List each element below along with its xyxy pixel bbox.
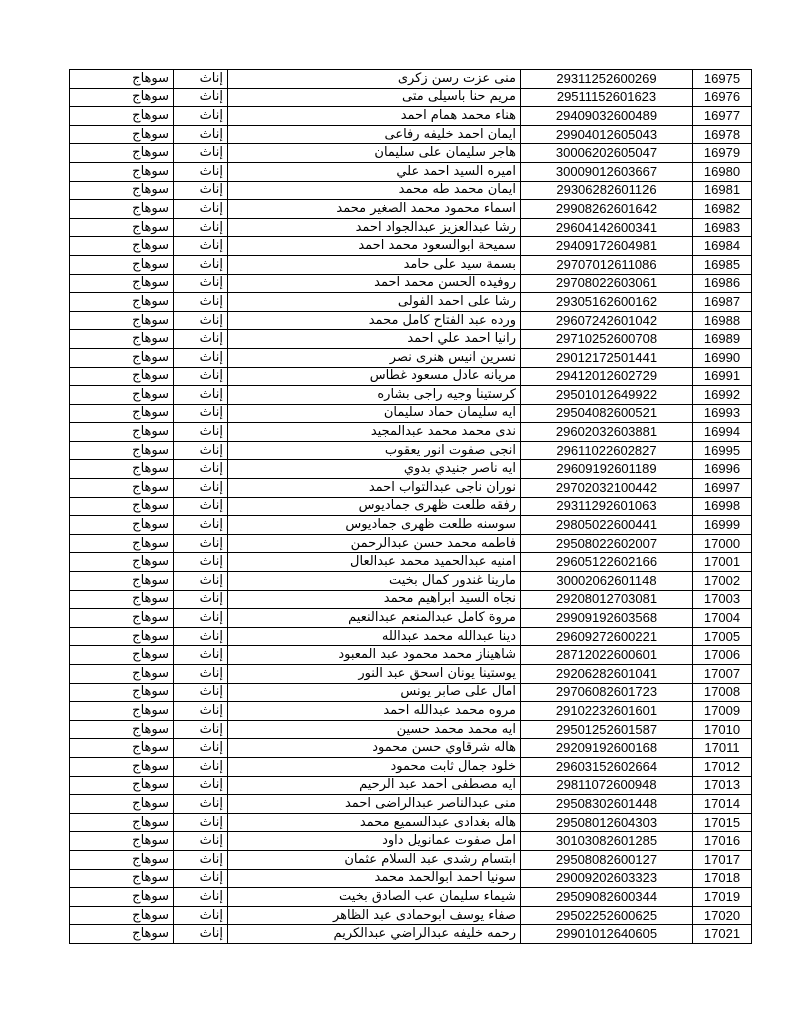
name-cell: مريانه عادل مسعود غطاس bbox=[228, 367, 521, 386]
table-row bbox=[70, 162, 752, 181]
serial-number-cell: 16992 bbox=[693, 386, 752, 405]
serial-number-cell: 16990 bbox=[693, 348, 752, 367]
national-id-cell: 29412012602729 bbox=[521, 367, 693, 386]
gender-cell: إناث bbox=[174, 274, 228, 293]
governorate-cell: سوهاج bbox=[70, 423, 174, 442]
serial-number-cell: 17015 bbox=[693, 813, 752, 832]
gender-cell: إناث bbox=[174, 683, 228, 702]
name-cell: نسرين انيس هنرى نصر bbox=[228, 348, 521, 367]
national-id-cell: 29311252600269 bbox=[521, 70, 693, 89]
governorate-cell: سوهاج bbox=[70, 144, 174, 163]
national-id-cell: 29501012649922 bbox=[521, 386, 693, 405]
name-cell: صفاء يوسف ابوحمادى عبد الظاهر bbox=[228, 906, 521, 925]
governorate-cell: سوهاج bbox=[70, 665, 174, 684]
governorate-cell: سوهاج bbox=[70, 404, 174, 423]
gender-cell: إناث bbox=[174, 497, 228, 516]
national-id-cell: 30103082601285 bbox=[521, 832, 693, 851]
national-id-cell: 29508022602007 bbox=[521, 534, 693, 553]
table-row bbox=[70, 720, 752, 739]
national-id-cell: 29311292601063 bbox=[521, 497, 693, 516]
name-cell: رشا عبدالعزيز عبدالجواد احمد bbox=[228, 218, 521, 237]
national-id-cell: 29409172604981 bbox=[521, 237, 693, 256]
table-row bbox=[70, 386, 752, 405]
governorate-cell: سوهاج bbox=[70, 293, 174, 312]
serial-number-cell: 16983 bbox=[693, 218, 752, 237]
table-row bbox=[70, 906, 752, 925]
governorate-cell: سوهاج bbox=[70, 572, 174, 591]
name-cell: هاجر سليمان على سليمان bbox=[228, 144, 521, 163]
national-id-cell: 29604142600341 bbox=[521, 218, 693, 237]
gender-cell: إناث bbox=[174, 869, 228, 888]
national-id-cell: 29901012640605 bbox=[521, 925, 693, 944]
national-id-cell: 29609272600221 bbox=[521, 627, 693, 646]
national-id-cell: 29609192601189 bbox=[521, 460, 693, 479]
national-id-cell: 29707012611086 bbox=[521, 255, 693, 274]
name-cell: شيماء سليمان عب الصادق بخيت bbox=[228, 888, 521, 907]
governorate-cell: سوهاج bbox=[70, 776, 174, 795]
table-row bbox=[70, 311, 752, 330]
table-row bbox=[70, 181, 752, 200]
governorate-cell: سوهاج bbox=[70, 925, 174, 944]
serial-number-cell: 16986 bbox=[693, 274, 752, 293]
gender-cell: إناث bbox=[174, 479, 228, 498]
name-cell: روفيده الحسن محمد احمد bbox=[228, 274, 521, 293]
table-row bbox=[70, 665, 752, 684]
governorate-cell: سوهاج bbox=[70, 739, 174, 758]
table-row bbox=[70, 125, 752, 144]
serial-number-cell: 17003 bbox=[693, 590, 752, 609]
serial-number-cell: 17013 bbox=[693, 776, 752, 795]
gender-cell: إناث bbox=[174, 646, 228, 665]
governorate-cell: سوهاج bbox=[70, 627, 174, 646]
governorate-cell: سوهاج bbox=[70, 107, 174, 126]
gender-cell: إناث bbox=[174, 144, 228, 163]
name-cell: رحمه خليفه عبدالراضي عبدالكريم bbox=[228, 925, 521, 944]
gender-cell: إناث bbox=[174, 181, 228, 200]
name-cell: سوسنه طلعت ظهرى جماديوس bbox=[228, 516, 521, 535]
national-id-cell: 29509082600344 bbox=[521, 888, 693, 907]
serial-number-cell: 16982 bbox=[693, 200, 752, 219]
serial-number-cell: 16980 bbox=[693, 162, 752, 181]
table-row bbox=[70, 590, 752, 609]
gender-cell: إناث bbox=[174, 107, 228, 126]
governorate-cell: سوهاج bbox=[70, 869, 174, 888]
national-id-cell: 29508302601448 bbox=[521, 795, 693, 814]
name-cell: مروه محمد عبدالله احمد bbox=[228, 702, 521, 721]
table-row bbox=[70, 441, 752, 460]
national-id-cell: 29909192603568 bbox=[521, 609, 693, 628]
governorate-cell: سوهاج bbox=[70, 88, 174, 107]
governorate-cell: سوهاج bbox=[70, 590, 174, 609]
governorate-cell: سوهاج bbox=[70, 757, 174, 776]
serial-number-cell: 17005 bbox=[693, 627, 752, 646]
table-row bbox=[70, 702, 752, 721]
table-row bbox=[70, 757, 752, 776]
table-row bbox=[70, 274, 752, 293]
table-row bbox=[70, 70, 752, 89]
table-row bbox=[70, 330, 752, 349]
table-row bbox=[70, 348, 752, 367]
table-row bbox=[70, 925, 752, 944]
name-cell: امل صفوت عمانويل داود bbox=[228, 832, 521, 851]
gender-cell: إناث bbox=[174, 609, 228, 628]
governorate-cell: سوهاج bbox=[70, 181, 174, 200]
governorate-cell: سوهاج bbox=[70, 274, 174, 293]
governorate-cell: سوهاج bbox=[70, 906, 174, 925]
gender-cell: إناث bbox=[174, 720, 228, 739]
serial-number-cell: 17010 bbox=[693, 720, 752, 739]
governorate-cell: سوهاج bbox=[70, 479, 174, 498]
serial-number-cell: 17001 bbox=[693, 553, 752, 572]
name-cell: سونيا احمد ابوالحمد محمد bbox=[228, 869, 521, 888]
name-cell: شاهيناز محمد محمود عبد المعبود bbox=[228, 646, 521, 665]
table-row bbox=[70, 367, 752, 386]
gender-cell: إناث bbox=[174, 386, 228, 405]
governorate-cell: سوهاج bbox=[70, 534, 174, 553]
name-cell: ورده عبد الفتاح كامل محمد bbox=[228, 311, 521, 330]
governorate-cell: سوهاج bbox=[70, 125, 174, 144]
gender-cell: إناث bbox=[174, 367, 228, 386]
gender-cell: إناث bbox=[174, 441, 228, 460]
gender-cell: إناث bbox=[174, 404, 228, 423]
name-cell: خلود جمال ثابت محمود bbox=[228, 757, 521, 776]
governorate-cell: سوهاج bbox=[70, 386, 174, 405]
gender-cell: إناث bbox=[174, 832, 228, 851]
name-cell: ايمان احمد خليفه رفاعى bbox=[228, 125, 521, 144]
national-id-cell: 29102232601601 bbox=[521, 702, 693, 721]
gender-cell: إناث bbox=[174, 572, 228, 591]
table-row bbox=[70, 88, 752, 107]
national-id-cell: 29206282601041 bbox=[521, 665, 693, 684]
name-cell: دينا عبدالله محمد عبدالله bbox=[228, 627, 521, 646]
table-row bbox=[70, 739, 752, 758]
serial-number-cell: 16989 bbox=[693, 330, 752, 349]
name-cell: ايه مصطفى احمد عبد الرحيم bbox=[228, 776, 521, 795]
national-id-cell: 29511152601623 bbox=[521, 88, 693, 107]
table-row bbox=[70, 237, 752, 256]
serial-number-cell: 17017 bbox=[693, 850, 752, 869]
serial-number-cell: 17018 bbox=[693, 869, 752, 888]
gender-cell: إناث bbox=[174, 702, 228, 721]
name-cell: ندى محمد محمد عبدالمجيد bbox=[228, 423, 521, 442]
name-cell: اميره السيد احمد علي bbox=[228, 162, 521, 181]
gender-cell: إناث bbox=[174, 516, 228, 535]
serial-number-cell: 17007 bbox=[693, 665, 752, 684]
serial-number-cell: 16995 bbox=[693, 441, 752, 460]
gender-cell: إناث bbox=[174, 553, 228, 572]
gender-cell: إناث bbox=[174, 795, 228, 814]
gender-cell: إناث bbox=[174, 888, 228, 907]
gender-cell: إناث bbox=[174, 88, 228, 107]
table-row bbox=[70, 776, 752, 795]
table-row bbox=[70, 423, 752, 442]
national-id-cell: 29508082600127 bbox=[521, 850, 693, 869]
governorate-cell: سوهاج bbox=[70, 200, 174, 219]
serial-number-cell: 16987 bbox=[693, 293, 752, 312]
gender-cell: إناث bbox=[174, 925, 228, 944]
table-row bbox=[70, 404, 752, 423]
name-cell: رشا على احمد الفولى bbox=[228, 293, 521, 312]
gender-cell: إناث bbox=[174, 255, 228, 274]
table-row bbox=[70, 144, 752, 163]
governorate-cell: سوهاج bbox=[70, 255, 174, 274]
gender-cell: إناث bbox=[174, 200, 228, 219]
national-id-cell: 29012172501441 bbox=[521, 348, 693, 367]
national-id-cell: 29208012703081 bbox=[521, 590, 693, 609]
national-id-cell: 29811072600948 bbox=[521, 776, 693, 795]
name-cell: كرستينا وجيه راجى بشاره bbox=[228, 386, 521, 405]
governorate-cell: سوهاج bbox=[70, 720, 174, 739]
serial-number-cell: 16998 bbox=[693, 497, 752, 516]
gender-cell: إناث bbox=[174, 348, 228, 367]
table-row bbox=[70, 460, 752, 479]
table-row bbox=[70, 497, 752, 516]
serial-number-cell: 17004 bbox=[693, 609, 752, 628]
table-row bbox=[70, 572, 752, 591]
name-cell: هاله شرقاوي حسن محمود bbox=[228, 739, 521, 758]
national-id-cell: 28712022600601 bbox=[521, 646, 693, 665]
serial-number-cell: 17021 bbox=[693, 925, 752, 944]
governorate-cell: سوهاج bbox=[70, 888, 174, 907]
governorate-cell: سوهاج bbox=[70, 646, 174, 665]
national-id-cell: 29504082600521 bbox=[521, 404, 693, 423]
national-id-cell: 29501252601587 bbox=[521, 720, 693, 739]
serial-number-cell: 16997 bbox=[693, 479, 752, 498]
governorate-cell: سوهاج bbox=[70, 218, 174, 237]
roster-body bbox=[70, 70, 752, 944]
name-cell: ايه محمد محمد حسين bbox=[228, 720, 521, 739]
table-row bbox=[70, 553, 752, 572]
table-row bbox=[70, 869, 752, 888]
name-cell: منى عبدالناصر عبدالراضى احمد bbox=[228, 795, 521, 814]
name-cell: رفقه طلعت ظهرى جماديوس bbox=[228, 497, 521, 516]
gender-cell: إناث bbox=[174, 162, 228, 181]
table-row bbox=[70, 516, 752, 535]
serial-number-cell: 16978 bbox=[693, 125, 752, 144]
governorate-cell: سوهاج bbox=[70, 441, 174, 460]
governorate-cell: سوهاج bbox=[70, 460, 174, 479]
gender-cell: إناث bbox=[174, 665, 228, 684]
serial-number-cell: 16994 bbox=[693, 423, 752, 442]
table-row bbox=[70, 255, 752, 274]
national-id-cell: 29904012605043 bbox=[521, 125, 693, 144]
name-cell: نجاه السيد ابراهيم محمد bbox=[228, 590, 521, 609]
serial-number-cell: 17009 bbox=[693, 702, 752, 721]
serial-number-cell: 16999 bbox=[693, 516, 752, 535]
table-row bbox=[70, 888, 752, 907]
gender-cell: إناث bbox=[174, 534, 228, 553]
name-cell: هناء محمد همام احمد bbox=[228, 107, 521, 126]
serial-number-cell: 17020 bbox=[693, 906, 752, 925]
national-id-cell: 29305162600162 bbox=[521, 293, 693, 312]
table-row bbox=[70, 683, 752, 702]
name-cell: ايه سليمان حماد سليمان bbox=[228, 404, 521, 423]
gender-cell: إناث bbox=[174, 70, 228, 89]
name-cell: امال على صابر يونس bbox=[228, 683, 521, 702]
name-cell: نوران ناجى عبدالتواب احمد bbox=[228, 479, 521, 498]
governorate-cell: سوهاج bbox=[70, 70, 174, 89]
serial-number-cell: 17006 bbox=[693, 646, 752, 665]
table-row bbox=[70, 627, 752, 646]
gender-cell: إناث bbox=[174, 850, 228, 869]
table-row bbox=[70, 832, 752, 851]
name-cell: هاله بغدادى عبدالسميع محمد bbox=[228, 813, 521, 832]
governorate-cell: سوهاج bbox=[70, 330, 174, 349]
gender-cell: إناث bbox=[174, 218, 228, 237]
gender-cell: إناث bbox=[174, 739, 228, 758]
gender-cell: إناث bbox=[174, 757, 228, 776]
name-cell: انجى صفوت انور يعقوب bbox=[228, 441, 521, 460]
governorate-cell: سوهاج bbox=[70, 683, 174, 702]
name-cell: مريم حنا باسيلى متى bbox=[228, 88, 521, 107]
gender-cell: إناث bbox=[174, 237, 228, 256]
name-cell: فاطمه محمد حسن عبدالرحمن bbox=[228, 534, 521, 553]
table-row bbox=[70, 646, 752, 665]
governorate-cell: سوهاج bbox=[70, 813, 174, 832]
governorate-cell: سوهاج bbox=[70, 609, 174, 628]
gender-cell: إناث bbox=[174, 813, 228, 832]
gender-cell: إناث bbox=[174, 906, 228, 925]
national-id-cell: 29607242601042 bbox=[521, 311, 693, 330]
name-cell: ايمان محمد طه محمد bbox=[228, 181, 521, 200]
governorate-cell: سوهاج bbox=[70, 850, 174, 869]
serial-number-cell: 16975 bbox=[693, 70, 752, 89]
national-id-cell: 29502252600625 bbox=[521, 906, 693, 925]
name-cell: ايه ناصر جنيدي بدوي bbox=[228, 460, 521, 479]
serial-number-cell: 17000 bbox=[693, 534, 752, 553]
name-cell: ابتسام رشدى عبد السلام عثمان bbox=[228, 850, 521, 869]
serial-number-cell: 16976 bbox=[693, 88, 752, 107]
table-row bbox=[70, 293, 752, 312]
name-cell: امنيه عبدالحميد محمد عبدالعال bbox=[228, 553, 521, 572]
governorate-cell: سوهاج bbox=[70, 795, 174, 814]
serial-number-cell: 17014 bbox=[693, 795, 752, 814]
serial-number-cell: 17012 bbox=[693, 757, 752, 776]
serial-number-cell: 16977 bbox=[693, 107, 752, 126]
serial-number-cell: 17019 bbox=[693, 888, 752, 907]
gender-cell: إناث bbox=[174, 311, 228, 330]
national-id-cell: 29409032600489 bbox=[521, 107, 693, 126]
national-id-cell: 29508012604303 bbox=[521, 813, 693, 832]
name-cell: اسماء محمود محمد الصغير محمد bbox=[228, 200, 521, 219]
gender-cell: إناث bbox=[174, 125, 228, 144]
roster-table bbox=[69, 69, 752, 944]
national-id-cell: 29209192600168 bbox=[521, 739, 693, 758]
serial-number-cell: 16985 bbox=[693, 255, 752, 274]
gender-cell: إناث bbox=[174, 293, 228, 312]
table-row bbox=[70, 813, 752, 832]
national-id-cell: 29805022600441 bbox=[521, 516, 693, 535]
name-cell: يوستينا يونان اسحق عبد النور bbox=[228, 665, 521, 684]
governorate-cell: سوهاج bbox=[70, 311, 174, 330]
table-row bbox=[70, 479, 752, 498]
national-id-cell: 30009012603667 bbox=[521, 162, 693, 181]
governorate-cell: سوهاج bbox=[70, 367, 174, 386]
table-row bbox=[70, 850, 752, 869]
governorate-cell: سوهاج bbox=[70, 162, 174, 181]
national-id-cell: 29708022603061 bbox=[521, 274, 693, 293]
serial-number-cell: 16988 bbox=[693, 311, 752, 330]
serial-number-cell: 16984 bbox=[693, 237, 752, 256]
serial-number-cell: 17008 bbox=[693, 683, 752, 702]
gender-cell: إناث bbox=[174, 460, 228, 479]
national-id-cell: 29706082601723 bbox=[521, 683, 693, 702]
table-row bbox=[70, 218, 752, 237]
name-cell: منى عزت رسن زكرى bbox=[228, 70, 521, 89]
serial-number-cell: 16993 bbox=[693, 404, 752, 423]
governorate-cell: سوهاج bbox=[70, 702, 174, 721]
name-cell: مروة كامل عبدالمنعم عبدالنعيم bbox=[228, 609, 521, 628]
name-cell: مارينا غندور كمال بخيت bbox=[228, 572, 521, 591]
national-id-cell: 30006202605047 bbox=[521, 144, 693, 163]
gender-cell: إناث bbox=[174, 423, 228, 442]
national-id-cell: 29611022602827 bbox=[521, 441, 693, 460]
serial-number-cell: 16979 bbox=[693, 144, 752, 163]
governorate-cell: سوهاج bbox=[70, 497, 174, 516]
serial-number-cell: 16996 bbox=[693, 460, 752, 479]
national-id-cell: 29710252600708 bbox=[521, 330, 693, 349]
table-row bbox=[70, 609, 752, 628]
governorate-cell: سوهاج bbox=[70, 237, 174, 256]
national-id-cell: 29602032603881 bbox=[521, 423, 693, 442]
national-id-cell: 30002062601148 bbox=[521, 572, 693, 591]
name-cell: بسمة سيد على حامد bbox=[228, 255, 521, 274]
table-row bbox=[70, 200, 752, 219]
serial-number-cell: 16981 bbox=[693, 181, 752, 200]
national-id-cell: 29908262601642 bbox=[521, 200, 693, 219]
national-id-cell: 29603152602664 bbox=[521, 757, 693, 776]
gender-cell: إناث bbox=[174, 330, 228, 349]
national-id-cell: 29702032100442 bbox=[521, 479, 693, 498]
national-id-cell: 29605122602166 bbox=[521, 553, 693, 572]
serial-number-cell: 16991 bbox=[693, 367, 752, 386]
serial-number-cell: 17002 bbox=[693, 572, 752, 591]
national-id-cell: 29306282601126 bbox=[521, 181, 693, 200]
table-row bbox=[70, 107, 752, 126]
name-cell: سميحة ابوالسعود محمد احمد bbox=[228, 237, 521, 256]
gender-cell: إناث bbox=[174, 776, 228, 795]
governorate-cell: سوهاج bbox=[70, 553, 174, 572]
governorate-cell: سوهاج bbox=[70, 516, 174, 535]
serial-number-cell: 17016 bbox=[693, 832, 752, 851]
table-row bbox=[70, 534, 752, 553]
national-id-cell: 29009202603323 bbox=[521, 869, 693, 888]
gender-cell: إناث bbox=[174, 627, 228, 646]
table-row bbox=[70, 795, 752, 814]
gender-cell: إناث bbox=[174, 590, 228, 609]
governorate-cell: سوهاج bbox=[70, 832, 174, 851]
name-cell: رانيا احمد علي احمد bbox=[228, 330, 521, 349]
governorate-cell: سوهاج bbox=[70, 348, 174, 367]
serial-number-cell: 17011 bbox=[693, 739, 752, 758]
